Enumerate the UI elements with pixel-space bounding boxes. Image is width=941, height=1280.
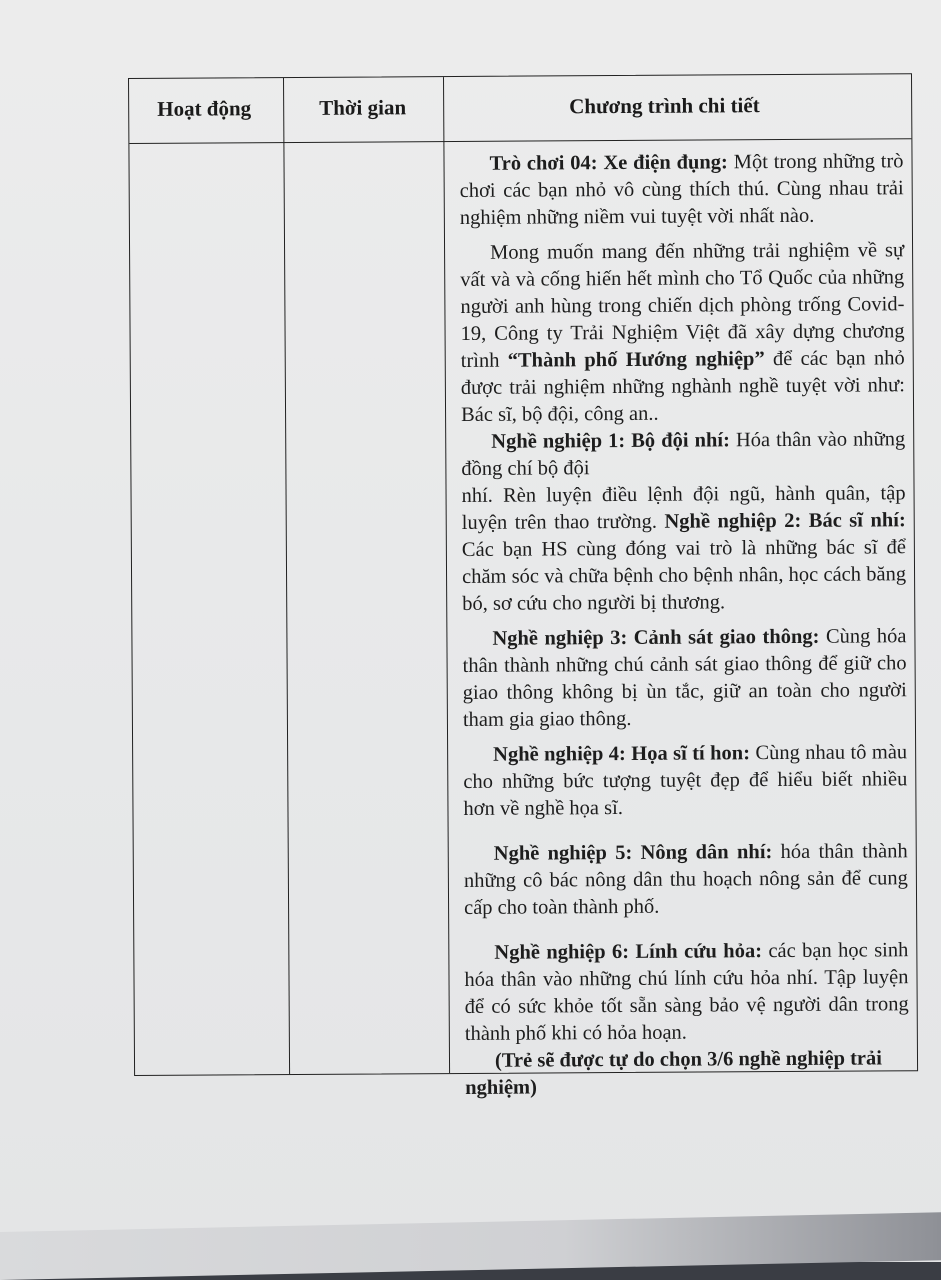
job3-paragraph: [462, 623, 907, 734]
job5-paragraph: [464, 838, 908, 922]
header-program: Chương trình chi tiết: [569, 93, 760, 119]
game04-paragraph: [459, 148, 903, 232]
job1-text-a: Hóa thân vào những đồng chí bộ đội: [461, 428, 906, 480]
job1-job2-paragraph: [461, 480, 906, 618]
column-divider-1: [283, 78, 290, 1074]
job3-text: Cùng hóa thân thành những chú cảnh sát giao thông để giữ cho giao thông không bị ùn tắc, giữ an toàn cho người tham gia giao thông.: [462, 625, 907, 731]
job4-paragraph: [463, 739, 907, 823]
note-paragraph: [465, 1045, 909, 1102]
intro-program-name: “Thành phố Hướng nghiệp”: [507, 348, 765, 372]
intro-text-after: để các bạn nhỏ được trải nghiệm những nghành nghề tuyệt vời như: Bác sĩ, bộ đội, công an..: [460, 347, 905, 426]
job4-title: Nghề nghiệp 4: Họa sĩ tí hon:: [493, 742, 751, 766]
column-divider-2: [443, 77, 450, 1073]
header-divider: [129, 138, 911, 144]
job1-title: Nghề nghiệp 1: Bộ đội nhí:: [491, 429, 730, 453]
schedule-table: [128, 73, 918, 1099]
job4-text: Cùng nhau tô màu cho những bức tượng tuyệt đẹp để hiểu biết nhiều hơn về nghề họa sĩ.: [463, 741, 908, 820]
job2-text: Các bạn HS cùng đóng vai trò là những bác sĩ để chăm sóc và chữa bệnh cho bệnh nhân, học cách băng bó, sơ cứu cho người bị thương.: [461, 536, 907, 615]
intro-paragraph: [460, 237, 905, 429]
game04-text: Một trong những trò chơi các bạn nhỏ vô cùng thích thú. Cùng nhau trải nghiệm những niềm vui tuyệt vời nhất nào.: [459, 150, 904, 229]
job3-title: Nghề nghiệp 3: Cảnh sát giao thông:: [492, 625, 820, 650]
job1-paragraph: [461, 426, 905, 483]
header-time: Thời gian: [319, 95, 407, 120]
job6-paragraph: [464, 937, 909, 1048]
job5-text: hóa thân thành những cô bác nông dân thu hoạch nông sản để cung cấp cho toàn thành phố.: [463, 840, 908, 919]
job5-title: Nghề nghiệp 5: Nông dân nhí:: [493, 841, 773, 865]
game04-title: Trò chơi 04: Xe điện đụng:: [489, 151, 728, 175]
intro-text-before: Mong muốn mang đến những trải nghiệm về sự vất và và cống hiến hết mình cho Tổ Quốc của những người anh hùng trong chiến dịch phòng trống Covid-19, Công ty Trải Nghiệm Việt đã xây dựng chương trình: [460, 239, 905, 372]
header-activity: Hoạt động: [157, 96, 252, 121]
selection-note: (Trẻ sẽ được tự do chọn 3/6 nghề nghiệp trải nghiệm): [465, 1047, 883, 1099]
job6-text: các bạn học sinh hóa thân vào những chú lính cứu hỏa nhí. Tập luyện để có sức khỏe tốt sẵn sàng bảo vệ người dân trong thành phố khi có hỏa hoạn.: [464, 939, 909, 1045]
job2-title: Nghề nghiệp 2: Bác sĩ nhí:: [664, 509, 906, 533]
job6-title: Nghề nghiệp 6: Lính cứu hỏa:: [494, 940, 763, 964]
program-detail-cell: [459, 148, 909, 1102]
job1-text-b: nhí. Rèn luyện điều lệnh đội ngũ, hành quân, tập luyện trên thao trường.: [461, 482, 906, 534]
